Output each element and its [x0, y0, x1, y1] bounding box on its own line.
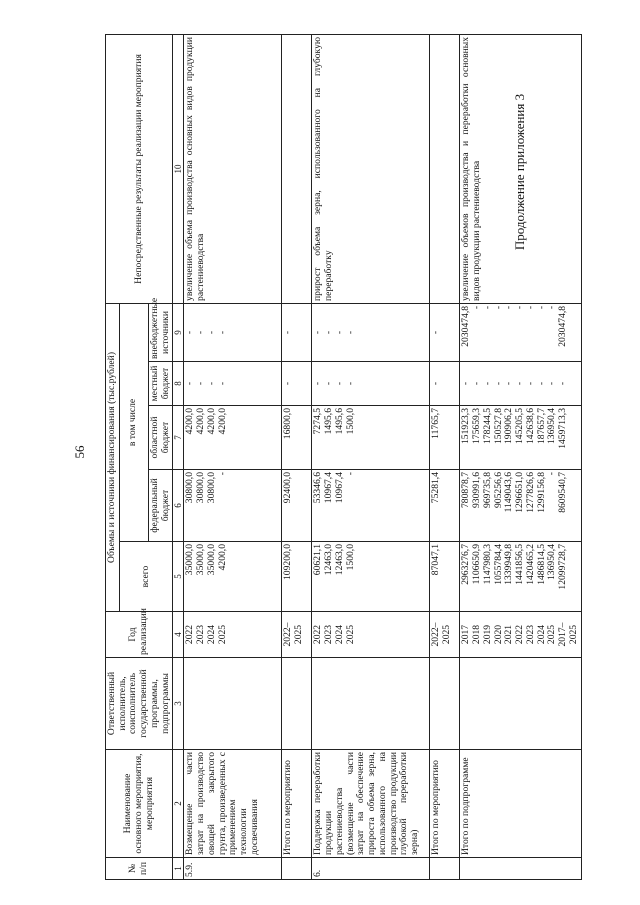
measure-name: Возмещение части затрат на производство овощей закрытого грунта, произведенных с применением технологии досвечивания: [184, 750, 282, 858]
extra-values: [460, 303, 581, 361]
year-list: [460, 612, 581, 658]
itogo-extra: -: [430, 303, 460, 361]
header-name: Наименование основного мероприятия, мероприятия: [106, 750, 173, 858]
value-line: 2017: [460, 624, 472, 645]
header-total: всего: [119, 542, 173, 612]
table-row: [184, 34, 282, 879]
value-line: -: [514, 305, 526, 310]
value-line: -: [535, 381, 547, 386]
header-n: № п/п: [106, 858, 173, 880]
header-local: местный бюджет: [148, 362, 172, 406]
value-line: 2030474,8: [460, 305, 472, 347]
row-number: 6.: [312, 858, 430, 880]
value-line: 2019: [481, 624, 493, 645]
col-index: 5: [173, 542, 184, 612]
value-line: 1149043,6: [503, 472, 515, 513]
col-index: 6: [173, 470, 184, 542]
header-regional: областной бюджет: [148, 406, 172, 470]
extra-values: - - - -: [312, 303, 430, 361]
value-line: -: [471, 305, 483, 310]
local-values: [460, 362, 581, 406]
total-values: 35000,0 35000,0 35000,0 4200,0: [184, 542, 282, 612]
value-line: -: [524, 381, 536, 386]
value-line: 142638,6: [524, 408, 536, 444]
value-line: -: [481, 305, 493, 310]
value-line: -: [492, 381, 504, 386]
measure-result: увеличение объемов производства и переработки основных видов продукции растениеводства: [460, 34, 581, 303]
header-including: в том числе: [119, 303, 148, 541]
value-line: 2020: [492, 624, 504, 645]
value-line: -: [460, 381, 472, 386]
value-line: 2024: [535, 624, 547, 645]
header-year: Год реализации: [106, 612, 173, 658]
table-row: [430, 34, 460, 879]
value-line: 150527,8: [492, 408, 504, 444]
col-index: 9: [173, 303, 184, 361]
measure-result: увеличение объема производства основных видов продукции растениеводства: [184, 34, 282, 303]
value-line: 2017–2025: [557, 622, 579, 647]
local-values: - - - -: [184, 362, 282, 406]
value-line: 145205,5: [514, 408, 526, 444]
header-finance: Объемы и источники финансирования (тыс.рублей): [106, 303, 120, 611]
federal-values: 30800,0 30800,0 30800,0 -: [184, 470, 282, 542]
value-line: 2963276,7: [460, 544, 472, 585]
value-line: 1339949,8: [503, 544, 515, 585]
itogo-local: -: [282, 362, 312, 406]
value-line: 1420465,2: [524, 544, 536, 585]
header-federal: федеральный бюджет: [148, 470, 172, 542]
value-line: -: [535, 305, 547, 310]
value-line: 190906,2: [503, 408, 515, 444]
value-line: 1486814,5: [535, 544, 547, 585]
col-index: 7: [173, 406, 184, 470]
value-line: 1277826,6: [524, 472, 536, 513]
itogo-local: -: [430, 362, 460, 406]
value-line: 780878,7: [460, 472, 472, 508]
value-line: 1106650,9: [471, 544, 483, 585]
value-line: 2018: [471, 624, 483, 645]
value-line: 151923,3: [460, 408, 472, 444]
value-line: 930991,6: [471, 472, 483, 508]
value-line: -: [471, 381, 483, 386]
value-line: -: [514, 381, 526, 386]
col-index: 4: [173, 612, 184, 658]
itogo-regional: 11765,7: [430, 406, 460, 470]
value-line: 136950,4: [546, 544, 558, 580]
value-line: 178244,5: [481, 408, 493, 444]
value-line: -: [546, 305, 558, 310]
col-index: 10: [173, 34, 184, 303]
col-index: 3: [173, 658, 184, 750]
itogo-total: 87047,1: [430, 542, 460, 612]
extra-values: - - - -: [184, 303, 282, 361]
value-line: -: [524, 305, 536, 310]
year-list: 2022 2023 2024 2025: [184, 612, 282, 658]
value-line: 1296651,0: [514, 472, 526, 513]
subprogram-label: Итого по подпрограмме: [460, 750, 581, 858]
itogo-label: Итого по мероприятию: [430, 750, 460, 858]
table-row: [282, 34, 312, 879]
regional-values: 4200,0 4200,0 4200,0 4200,0: [184, 406, 282, 470]
value-line: 905256,6: [492, 472, 504, 508]
value-line: 1459713,3: [557, 408, 569, 449]
itogo-federal: 92400,0: [282, 470, 312, 542]
value-line: 2023: [524, 624, 536, 645]
value-line: -: [557, 381, 569, 386]
itogo-years: 2022–2025: [282, 612, 312, 658]
regional-values: [460, 406, 581, 470]
regional-values: 7274,5 1495,6 1495,6 1500,0: [312, 406, 430, 470]
measure-name: Поддержка переработки продукции растениеводства (возмещение части затрат на обеспечение прироста объема зерна, использованного на производство продукции глубокой переработки зерна): [312, 750, 430, 858]
itogo-total: 109200,0: [282, 542, 312, 612]
value-line: 1055784,4: [492, 544, 504, 585]
page-number: 56: [72, 445, 87, 459]
value-line: -: [546, 472, 558, 476]
value-line: 969735,8: [481, 472, 493, 508]
measure-result: прирост объема зерна, использованного на глубокую переработку: [312, 34, 430, 303]
table-row: [312, 34, 430, 879]
value-line: -: [503, 305, 515, 310]
value-line: 2021: [503, 624, 515, 645]
value-line: 1299156,8: [535, 472, 547, 513]
header-results: Непосредственные результаты реализации мероприятия: [106, 34, 173, 303]
financing-table: [105, 34, 582, 880]
header-responsible: Ответственный исполнитель, соисполнитель государственной программы, подпрограммы: [106, 658, 173, 750]
col-index: 1: [173, 858, 184, 880]
value-line: 1441856,5: [514, 544, 526, 585]
total-values: 60621,1 12463,0 12463,0 1500,0: [312, 542, 430, 612]
col-index: 8: [173, 362, 184, 406]
value-line: 2030474,8: [557, 305, 569, 347]
col-index: 2: [173, 750, 184, 858]
row-number: 5.9.: [184, 858, 282, 880]
value-line: 136950,4: [546, 408, 558, 444]
itogo-label: Итого по мероприятию: [282, 750, 312, 858]
itogo-federal: 75281,4: [430, 470, 460, 542]
value-line: 8609540,7: [557, 472, 569, 513]
value-line: -: [492, 305, 504, 310]
appendix-title: Продолжение приложения 3: [512, 93, 527, 251]
federal-values: 53346,6 10967,4 10967,4 -: [312, 470, 430, 542]
year-list: 2022 2023 2024 2025: [312, 612, 430, 658]
value-line: 187657,7: [535, 408, 547, 444]
rotated-table-container: [105, 35, 579, 880]
itogo-regional: 16800,0: [282, 406, 312, 470]
header-extra: внебюджетные источники: [148, 303, 172, 361]
itogo-extra: -: [282, 303, 312, 361]
value-line: 1147980,3: [481, 544, 493, 585]
value-line: 175659,3: [471, 408, 483, 444]
value-line: 2025: [546, 624, 558, 645]
value-line: -: [481, 381, 493, 386]
federal-values: [460, 470, 581, 542]
column-index-row: [173, 34, 184, 879]
table-row: [460, 34, 581, 879]
value-line: -: [503, 381, 515, 386]
total-values: [460, 542, 581, 612]
value-line: -: [546, 381, 558, 386]
value-line: 2022: [514, 624, 526, 645]
value-line: 12099728,7: [557, 544, 569, 590]
local-values: - - - -: [312, 362, 430, 406]
itogo-years: 2022–2025: [430, 612, 460, 658]
